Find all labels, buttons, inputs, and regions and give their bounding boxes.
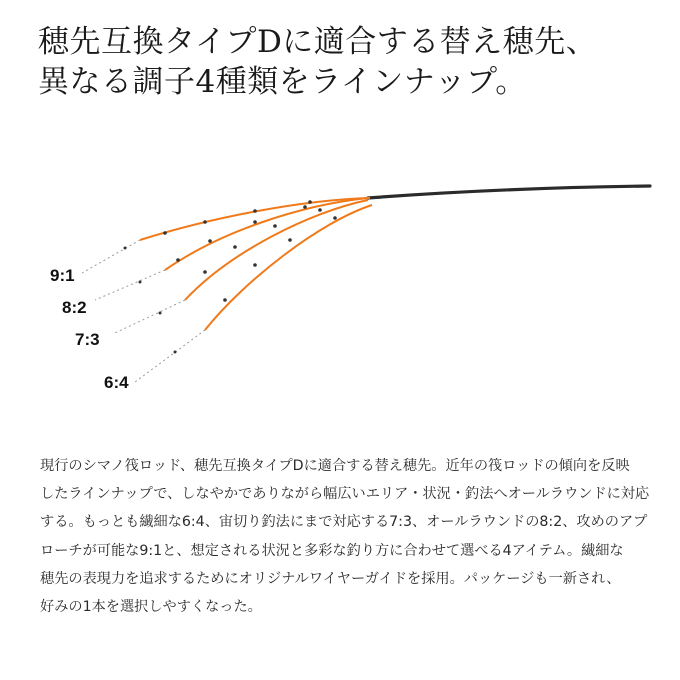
rod-tip-curve xyxy=(185,200,368,300)
rod-tip-curve xyxy=(205,205,372,330)
rod-tip-illustration xyxy=(0,160,680,400)
ratio-label-8-2: 8:2 xyxy=(62,298,87,317)
description-line-1: 現行のシマノ筏ロッド、穂先互換タイプDに適合する替え穂先。近年の筏ロッドの傾向を反映 xyxy=(40,458,630,474)
description-line-5: 穂先の表現力を追求するためにオリジナルワイヤーガイドを採用。パッケージも一新され、 xyxy=(40,570,621,587)
ratio-label-9-1: 9:1 xyxy=(50,266,75,285)
rod-tip-leader xyxy=(135,330,205,382)
description-line-2: したラインナップで、しなやかでありながら幅広いエリア・状況・釣法へオールラウンドに対応 xyxy=(40,486,650,503)
ratio-label-7-3: 7:3 xyxy=(75,330,100,349)
rod-butt-section xyxy=(368,186,650,198)
rod-tip-7-3 xyxy=(115,200,368,333)
description-line-3: する。もっとも繊細な6:4、宙切り釣法にまで対応する7:3、オールラウンドの8:2、攻めのアプ xyxy=(40,514,648,531)
guide-markers xyxy=(174,216,337,353)
description-line-4: ローチが可能な9:1と、想定される状況と多彩な釣り方に合わせて選べる4アイテム。繊細な xyxy=(40,542,624,559)
rod-tip-8-2 xyxy=(95,198,368,300)
guide-markers xyxy=(124,200,312,249)
rod-tip-leader xyxy=(95,270,165,300)
headline-line-1: 穂先互換タイプDに適合する替え穂先、 xyxy=(38,24,598,60)
headline xyxy=(38,22,658,102)
description-line-6: 好みの1本を選択しやすくなった。 xyxy=(40,599,262,616)
guide-markers xyxy=(139,205,307,283)
ratio-label-6-4: 6:4 xyxy=(104,373,129,392)
rod-tip-leader xyxy=(115,300,185,333)
rod-tip-leader xyxy=(82,240,140,273)
product-description xyxy=(40,452,650,621)
headline-line-2: 異なる調子4種類をラインナップ。 xyxy=(38,64,527,100)
